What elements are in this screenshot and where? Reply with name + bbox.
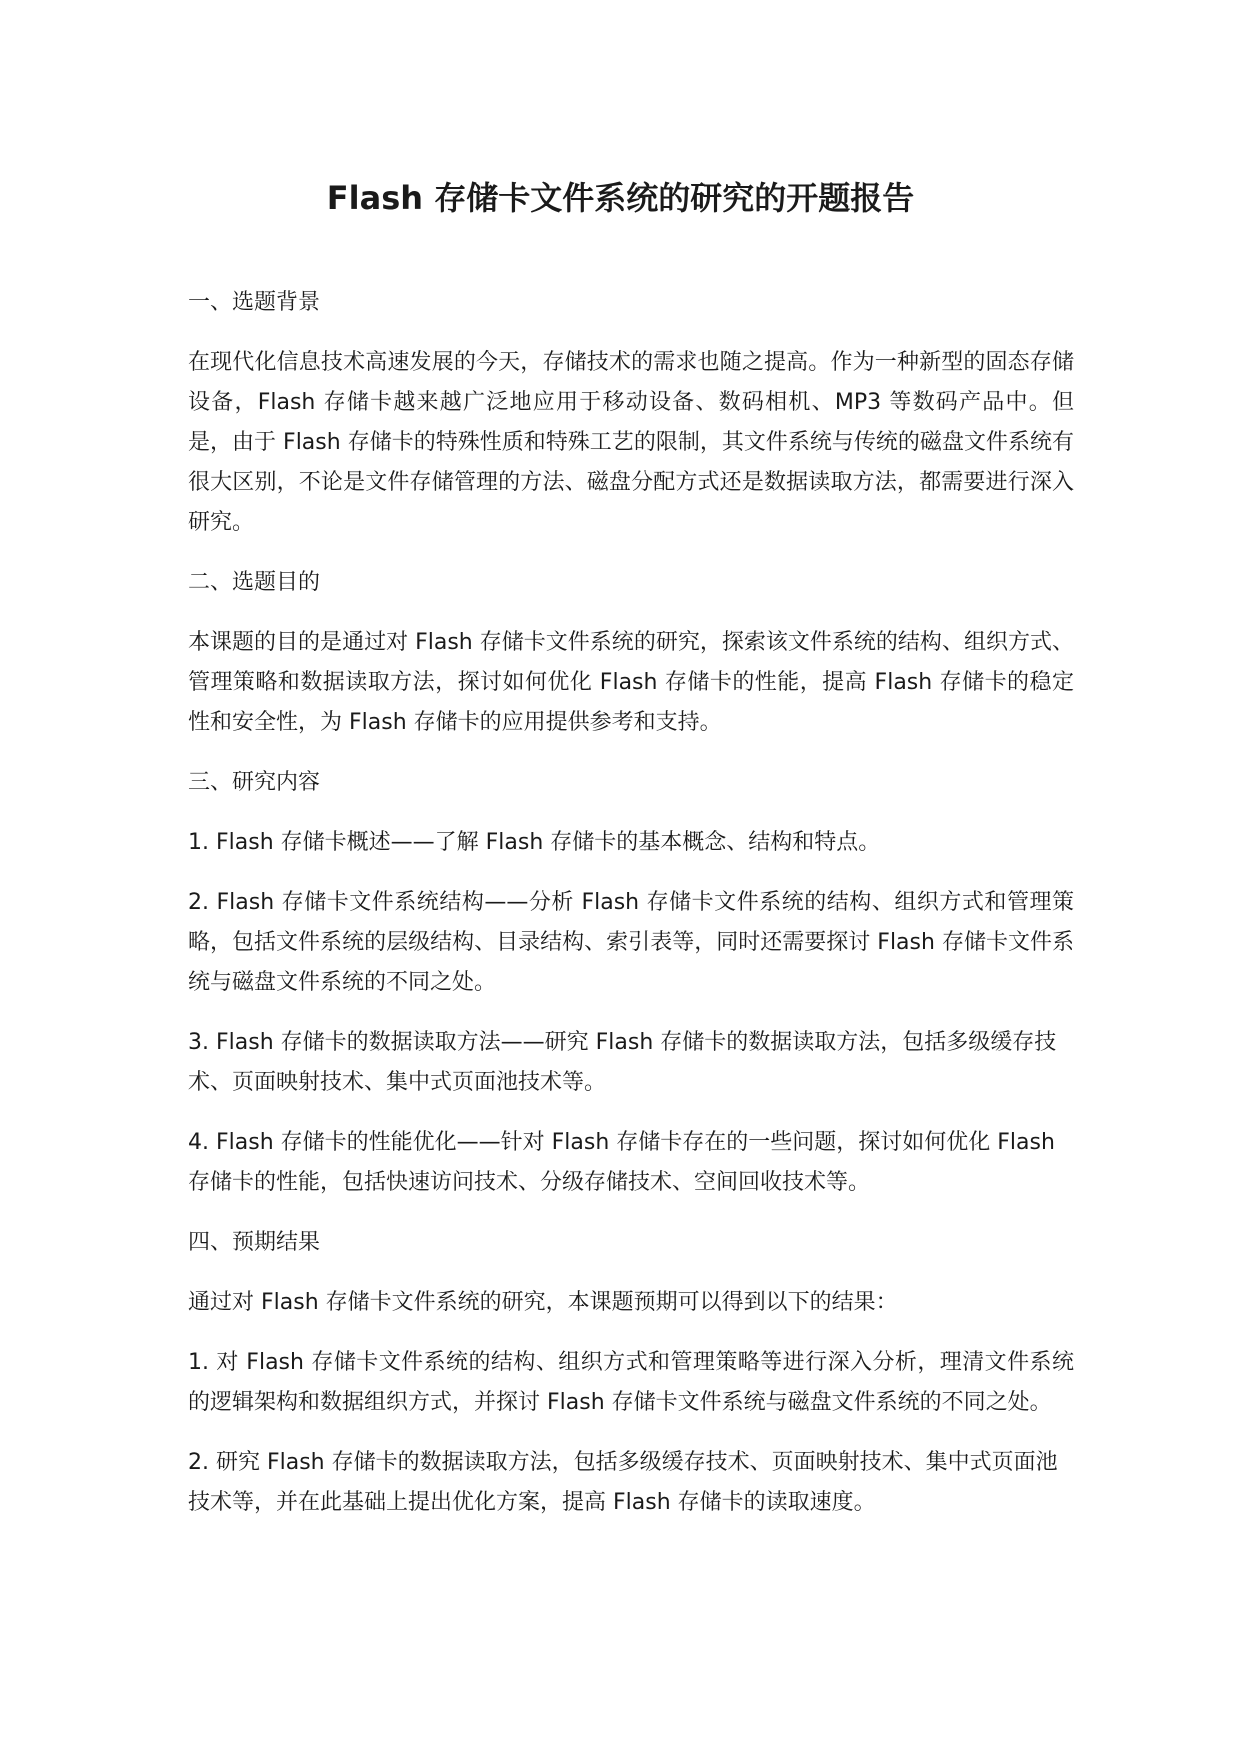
document-title: Flash 存储卡文件系统的研究的开题报告 [326, 179, 915, 217]
research-item-1: 1. Flash 存储卡概述——了解 Flash 存储卡的基本概念、结构和特点。 [188, 830, 881, 855]
research-item-3: 3. Flash 存储卡的数据读取方法——研究 Flash 存储卡的数据读取方法，包括多级缓存技术、页面映射技术、集中式页面池技术等。 [188, 1030, 1057, 1095]
section-heading-purpose: 二、选题目的 [188, 570, 321, 595]
expected-result-2: 2. 研究 Flash 存储卡的数据读取方法，包括多级缓存技术、页面映射技术、集中式页面池技术等，并在此基础上提出优化方案，提高 Flash 存储卡的读取速度。 [188, 1450, 1058, 1515]
paragraph-expected-intro: 通过对 Flash 存储卡文件系统的研究，本课题预期可以得到以下的结果： [188, 1290, 898, 1315]
research-item-4: 4. Flash 存储卡的性能优化——针对 Flash 存储卡存在的一些问题，探讨如何优化 Flash 存储卡的性能，包括快速访问技术、分级存储技术、空间回收技术等。 [188, 1130, 1055, 1195]
document-body [188, 283, 1074, 1543]
expected-result-1: 1. 对 Flash 存储卡文件系统的结构、组织方式和管理策略等进行深入分析，理清文件系统的逻辑架构和数据组织方式，并探讨 Flash 存储卡文件系统与磁盘文件系统的不同之处。 [188, 1350, 1074, 1415]
section-heading-background: 一、选题背景 [188, 290, 321, 315]
research-item-2: 2. Flash 存储卡文件系统结构——分析 Flash 存储卡文件系统的结构、组织方式和管理策略，包括文件系统的层级结构、目录结构、索引表等，同时还需要探讨 Flash 存储卡文件系统与磁盘文件系统的不同之处。 [188, 890, 1074, 995]
section-heading-expected-results: 四、预期结果 [188, 1230, 321, 1255]
paragraph-purpose: 本课题的目的是通过对 Flash 存储卡文件系统的研究，探索该文件系统的结构、组织方式、管理策略和数据读取方法，探讨如何优化 Flash 存储卡的性能，提高 Flash 存储卡的稳定性和安全性，为 Flash 存储卡的应用提供参考和支持。 [188, 630, 1074, 735]
paragraph-background: 在现代化信息技术高速发展的今天，存储技术的需求也随之提高。作为一种新型的固态存储设备，Flash 存储卡越来越广泛地应用于移动设备、数码相机、MP3 等数码产品中。但是，由于 Flash 存储卡的特殊性质和特殊工艺的限制，其文件系统与传统的磁盘文件系统有很大区别，不论是文件存储管理的方法、磁盘分配方式还是数据读取方法，都需要进行深入研究。 [188, 350, 1074, 535]
section-heading-research-content: 三、研究内容 [188, 770, 321, 795]
